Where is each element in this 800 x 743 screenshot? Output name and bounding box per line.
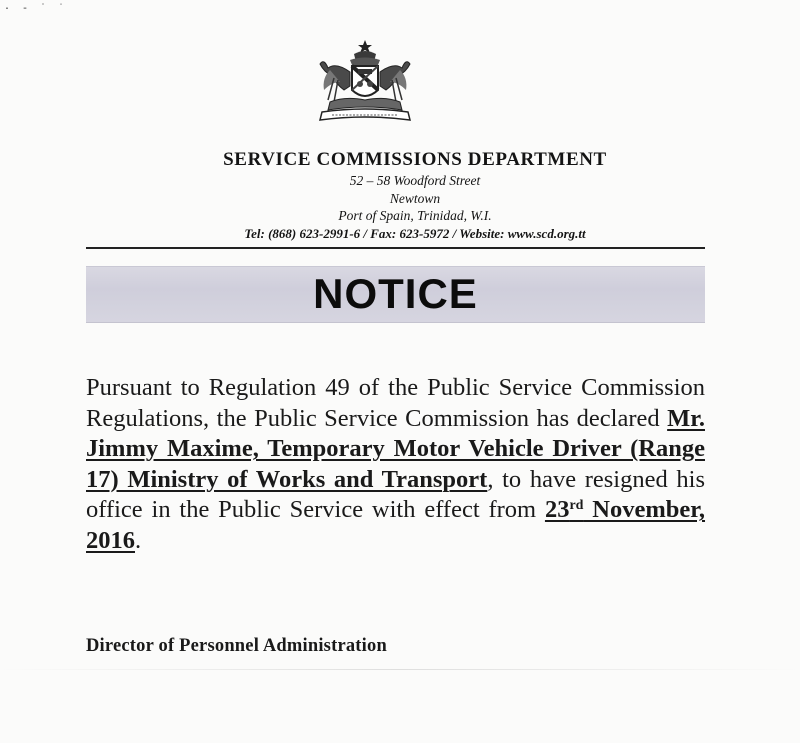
date-suffix: rd bbox=[569, 498, 584, 513]
department-title: SERVICE COMMISSIONS DEPARTMENT bbox=[223, 149, 607, 170]
scan-marks: · - ˙ ˈ bbox=[4, 4, 68, 15]
notice-body bbox=[86, 373, 705, 556]
date-rest: November, 2016 bbox=[86, 496, 706, 554]
coat-of-arms-icon bbox=[310, 38, 420, 124]
date-day: 23 bbox=[544, 496, 570, 523]
contact-line: Tel: (868) 623-2991-6 / Fax: 623-5972 / Website: www.scd.org.tt bbox=[244, 225, 586, 241]
address-line-street: 52 – 58 Woodford Street bbox=[349, 173, 481, 188]
header-divider bbox=[86, 247, 705, 249]
body-end: . bbox=[135, 526, 142, 554]
body-intro: Pursuant to Regulation 49 of the Public Service Commission Regulations, the Public Service Commission has declared bbox=[86, 374, 705, 432]
address-line-area: Newtown bbox=[389, 190, 441, 206]
address-line-city: Port of Spain, Trinidad, W.I. bbox=[338, 208, 492, 223]
body-middle: , to have resigned his office in the Public Service with effect from bbox=[86, 465, 705, 523]
fold-line bbox=[0, 669, 800, 670]
letterhead bbox=[0, 148, 800, 242]
body-person: Mr. Jimmy Maxime, Temporary Motor Vehicle Driver (Range 17) Ministry of Works and Transport bbox=[86, 404, 705, 493]
signature-title: Director of Personnel Administration bbox=[86, 636, 387, 656]
notice-title: NOTICE bbox=[313, 270, 478, 317]
